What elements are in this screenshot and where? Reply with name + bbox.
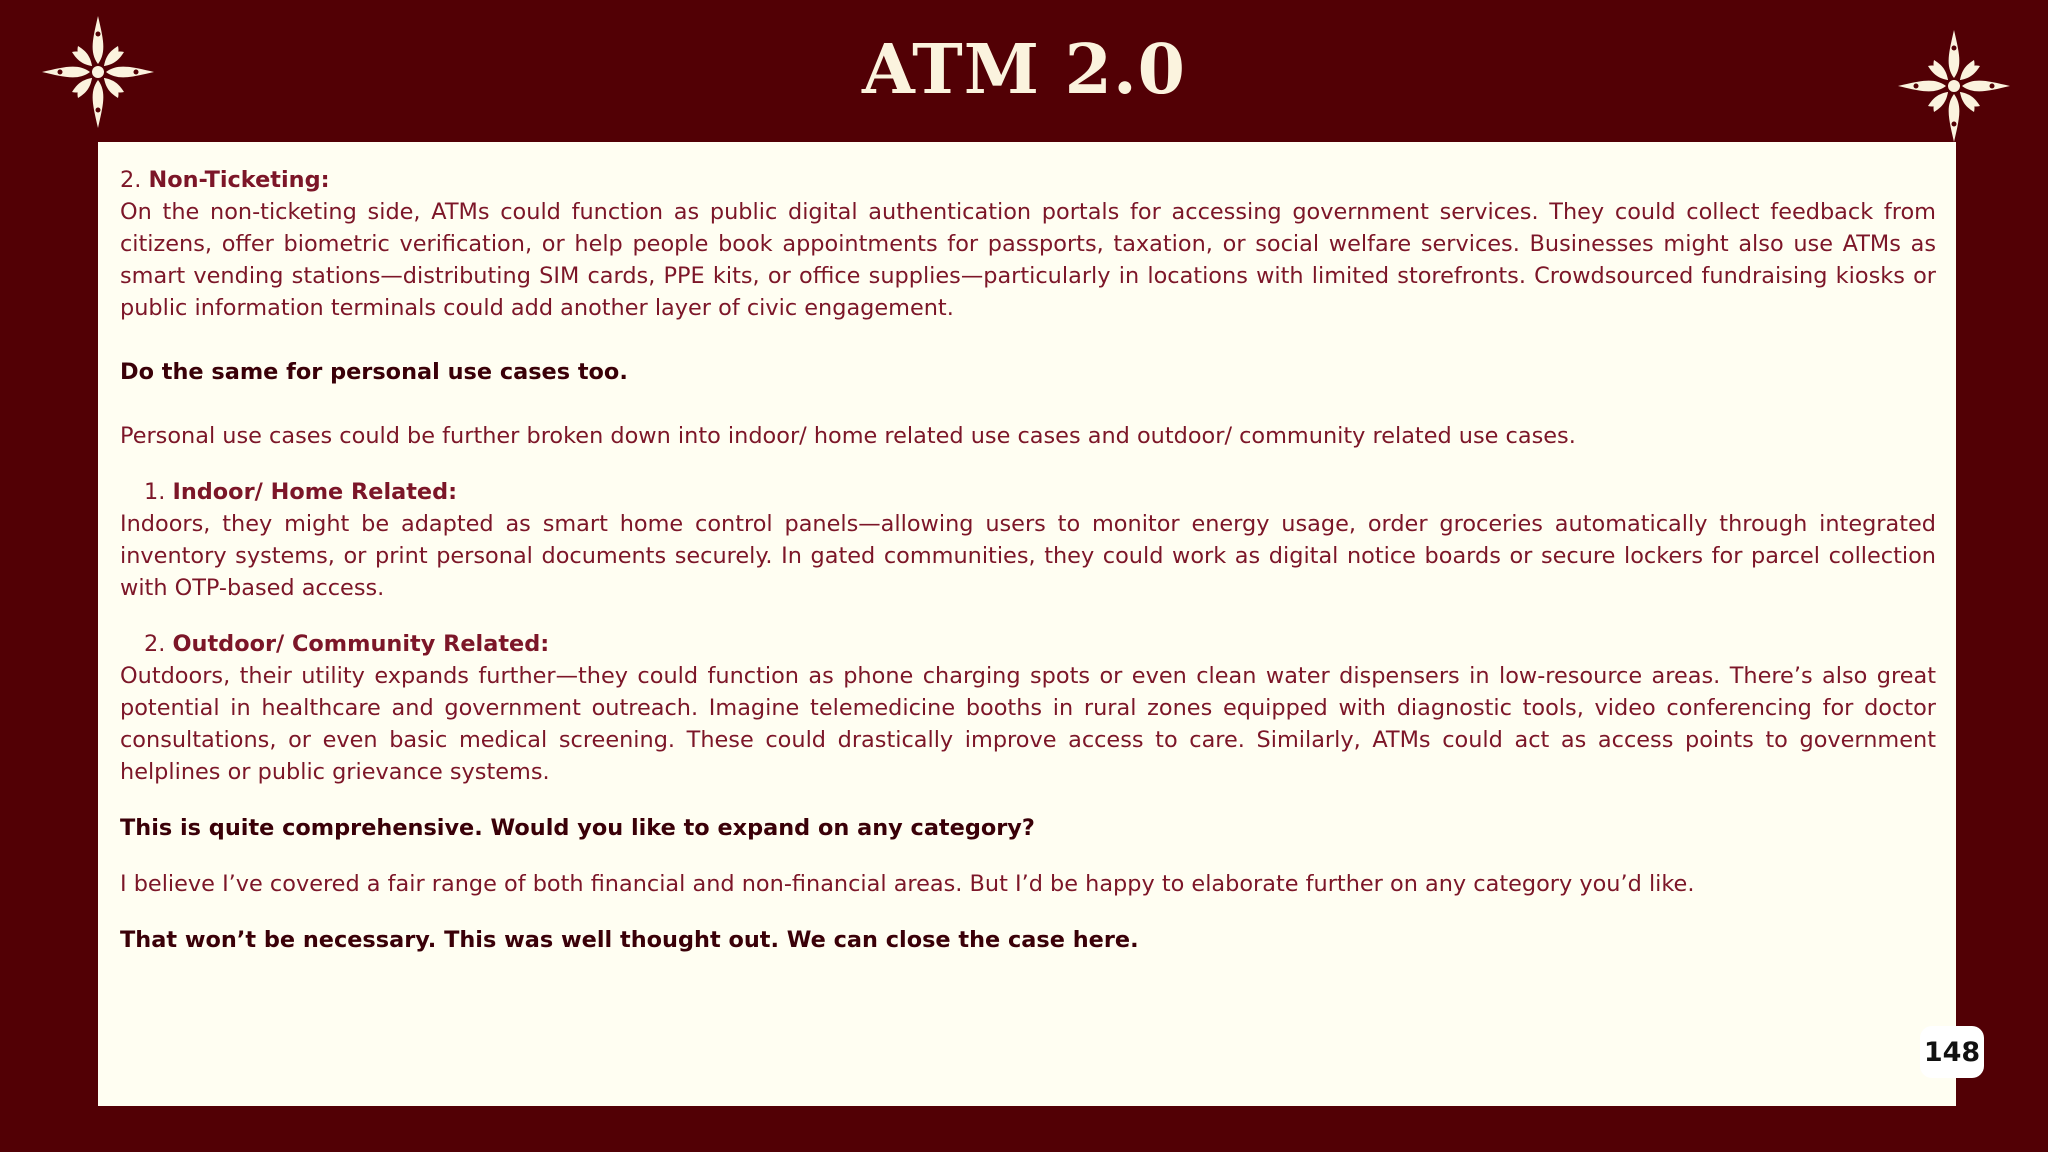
page-number: 148 [1920, 1026, 1984, 1078]
indoor-number: 1. [144, 479, 166, 505]
non-ticketing-label: Non-Ticketing: [148, 167, 330, 193]
outdoor-body: Outdoors, their utility expands further—they could function as phone charging spots or even clean water dispensers in low-resource areas. There’s also great potential in healthcare and government outreach. Imagine telemedicine booths in rural zones equipped with diagnostic tools, video conferencing for doctor consultations, or even basic medical screening. These could drastically improve access to care. Similarly, ATMs could act as access points to government helplines or public grievance systems. [120, 663, 1936, 785]
outdoor-heading [120, 628, 1936, 660]
indoor-heading [120, 476, 1936, 508]
outdoor-number: 2. [144, 631, 166, 657]
non-ticketing-number: 2. [120, 167, 142, 193]
outdoor-label: Outdoor/ Community Related: [172, 631, 550, 657]
indoor-label: Indoor/ Home Related: [172, 479, 458, 505]
non-ticketing-heading [120, 164, 1936, 196]
answer-range: I believe I’ve covered a fair range of both financial and non-financial areas. But I’d be happy to elaborate further on any category you’d like. [120, 871, 1695, 897]
question-comprehensive: This is quite comprehensive. Would you like to expand on any category? [120, 815, 1035, 841]
page-title: ATM 2.0 [862, 30, 1186, 110]
personal-intro: Personal use cases could be further broken down into indoor/ home related use cases and outdoor/ community related use cases. [120, 423, 1576, 449]
non-ticketing-body: On the non-ticketing side, ATMs could function as public digital authentication portals for accessing government services. They could collect feedback from citizens, offer biometric verification, or help people book appointments for passports, taxation, or social welfare services. Businesses might also use ATMs as smart vending stations—distributing SIM cards, PPE kits, or office supplies—particularly in locations with limited storefronts. Crowdsourced fundraising kiosks or public information terminals could add another layer of civic engagement. [120, 199, 1936, 321]
closing-statement: That won’t be necessary. This was well thought out. We can close the case here. [120, 927, 1139, 953]
indoor-body: Indoors, they might be adapted as smart home control panels—allowing users to monitor energy usage, order groceries automatically through integrated inventory systems, or print personal documents securely. In gated communities, they could work as digital notice boards or secure lockers for parcel collection with OTP-based access. [120, 511, 1936, 601]
content-panel [98, 142, 1956, 1106]
question-personal: Do the same for personal use cases too. [120, 359, 628, 385]
